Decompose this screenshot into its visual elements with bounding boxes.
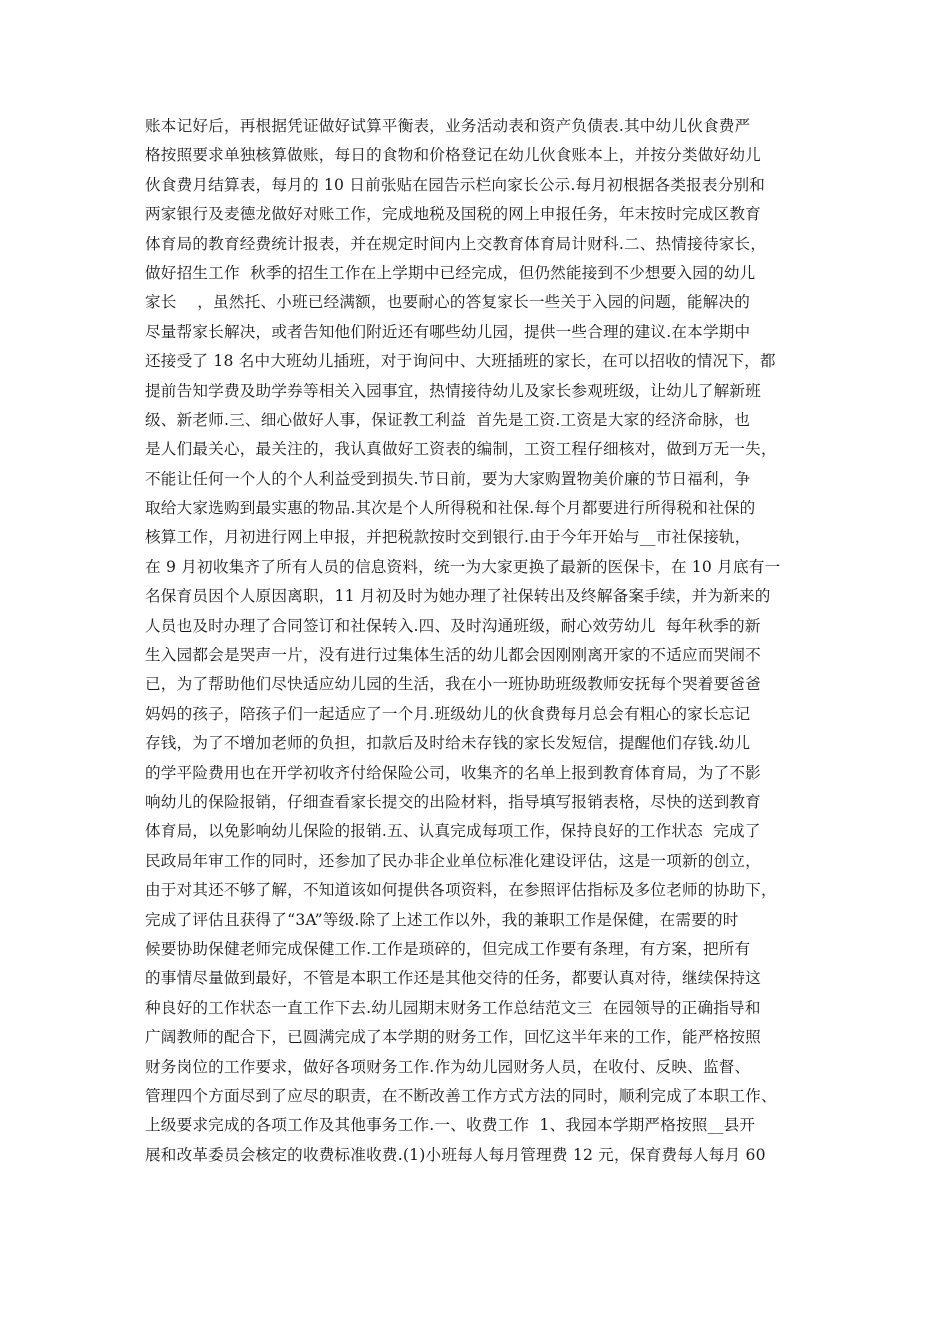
text-line: 管理四个方面尽到了应尽的职责，在不断改善工作方式方法的同时，顺利完成了本职工作、 [145,1086,777,1105]
text-line: 不能让任何一个人的个人利益受到损失.节日前，要为大家购置物美价廉的节日福利，争 [145,469,751,488]
text-line: 展和改革委员会核定的收费标准收费.(1)小班每人每月管理费 12 元，保育费每人每月 60 [145,1145,766,1164]
text-line: 体育局，以免影响幼儿保险的报销.五、认真完成每项工作，保持良好的工作状态 完成了 [145,822,761,841]
text-line: 民政局年审工作的同时，还参加了民办非企业单位标准化建设评估，这是一项新的创立， [145,851,761,870]
text-line: 上级要求完成的各项工作及其他事务工作.一、收费工作 1、我园本学期严格按照__县开 [145,1116,756,1135]
text-line: 人员也及时办理了合同签订和社保转入.四、及时沟通班级，耐心效劳幼儿 每年秋季的新 [145,616,761,635]
body-text [145,112,825,1170]
text-line: 生入园都会是哭声一片，没有进行过集体生活的幼儿都会因刚刚离开家的不适应而哭闹不 [145,646,761,665]
text-line: 响幼儿的保险报销，仔细查看家长提交的出险材料，指导填写报销表格，尽快的送到教育 [145,792,761,811]
text-line: 伙食费月结算表，每月的 10 日前张贴在园告示栏向家长公示.每月初根据各类报表分别和 [145,175,766,194]
text-line: 格按照要求单独核算做账，每日的食物和价格登记在幼儿伙食账本上，并按分类做好幼儿 [145,146,761,165]
text-line: 取给大家选购到最实惠的物品.其次是个人所得税和社保.每个月都要进行所得税和社保的 [145,499,756,518]
text-line: 两家银行及麦德龙做好对账工作，完成地税及国税的网上申报任务，年末按时完成区教育 [145,205,761,224]
text-line: 候要协助保健老师完成保健工作.工作是琐碎的，但完成工作要有条理，有方案，把所有 [145,939,751,958]
text-line: 级、新老师.三、细心做好人事，保证教工利益 首先是工资.工资是大家的经济命脉，也 [145,410,750,429]
text-line: 核算工作，月初进行网上申报，并把税款按时交到银行.由于今年开始与__市社保接轨， [145,528,751,547]
text-line: 尽量帮家长解决，或者告知他们附近还有哪些幼儿园，提供一些合理的建议.在本学期中 [145,322,751,341]
text-line: 家长 ，虽然托、小班已经满额，也要耐心的答复家长一些关于入园的问题，能解决的 [145,293,750,312]
text-line: 是人们最关心，最关注的，我认真做好工资表的编制，工资工程仔细核对，做到万无一失， [145,440,777,459]
text-line: 还接受了 18 名中大班幼儿插班，对于询问中、大班插班的家长，在可以招收的情况下，都 [145,352,776,371]
text-line: 体育局的教育经费统计报表，并在规定时间内上交教育体育局计财科.二、热情接待家长， [145,234,767,253]
text-line: 广阔教师的配合下，已圆满完成了本学期的财务工作，回忆这半年来的工作，能严格按照 [145,1028,761,1047]
text-line: 在 9 月初收集齐了所有人员的信息资料，统一为大家更换了最新的医保卡，在 10 月底有一 [145,557,781,576]
text-line: 完成了评估且获得了“3A”等级.除了上述工作以外，我的兼职工作是保健，在需要的时 [145,910,739,929]
text-line: 由于对其还不够了解，不知道该如何提供各项资料，在参照评估指标及多位老师的协助下， [145,881,777,900]
text-line: 提前告知学费及助学券等相关入园事宜，热情接待幼儿及家长参观班级，让幼儿了解新班 [145,381,761,400]
text-line: 存钱，为了不增加老师的负担，扣款后及时给未存钱的家长发短信，提醒他们存钱.幼儿 [145,734,751,753]
text-line: 种良好的工作状态一直工作下去.幼儿园期末财务工作总结范文三 在园领导的正确指导和 [145,998,761,1017]
text-line: 妈妈的孩子，陪孩子们一起适应了一个月.班级幼儿的伙食费每月总会有粗心的家长忘记 [145,704,751,723]
text-line: 的学平险费用也在开学初收齐付给保险公司，收集齐的名单上报到教育体育局，为了不影 [145,763,761,782]
text-line: 做好招生工作 秋季的招生工作在上学期中已经完成，但仍然能接到不少想要入园的幼儿 [145,263,756,282]
text-line: 账本记好后，再根据凭证做好试算平衡表，业务活动表和资产负债表.其中幼儿伙食费严 [145,117,751,135]
text-line: 名保育员因个人原因离职，11 月初及时为她办理了社保转出及终解备案手续，并为新来的 [145,587,771,606]
text-line: 的事情尽量做到最好，不管是本职工作还是其他交待的任务，都要认真对待，继续保持这 [145,969,761,988]
text-line: 财务岗位的工作要求，做好各项财务工作.作为幼儿园财务人员，在收付、反映、监督、 [145,1057,751,1076]
text-line: 已，为了帮助他们尽快适应幼儿园的生活，我在小一班协助班级教师安抚每个哭着要爸爸 [145,675,761,694]
